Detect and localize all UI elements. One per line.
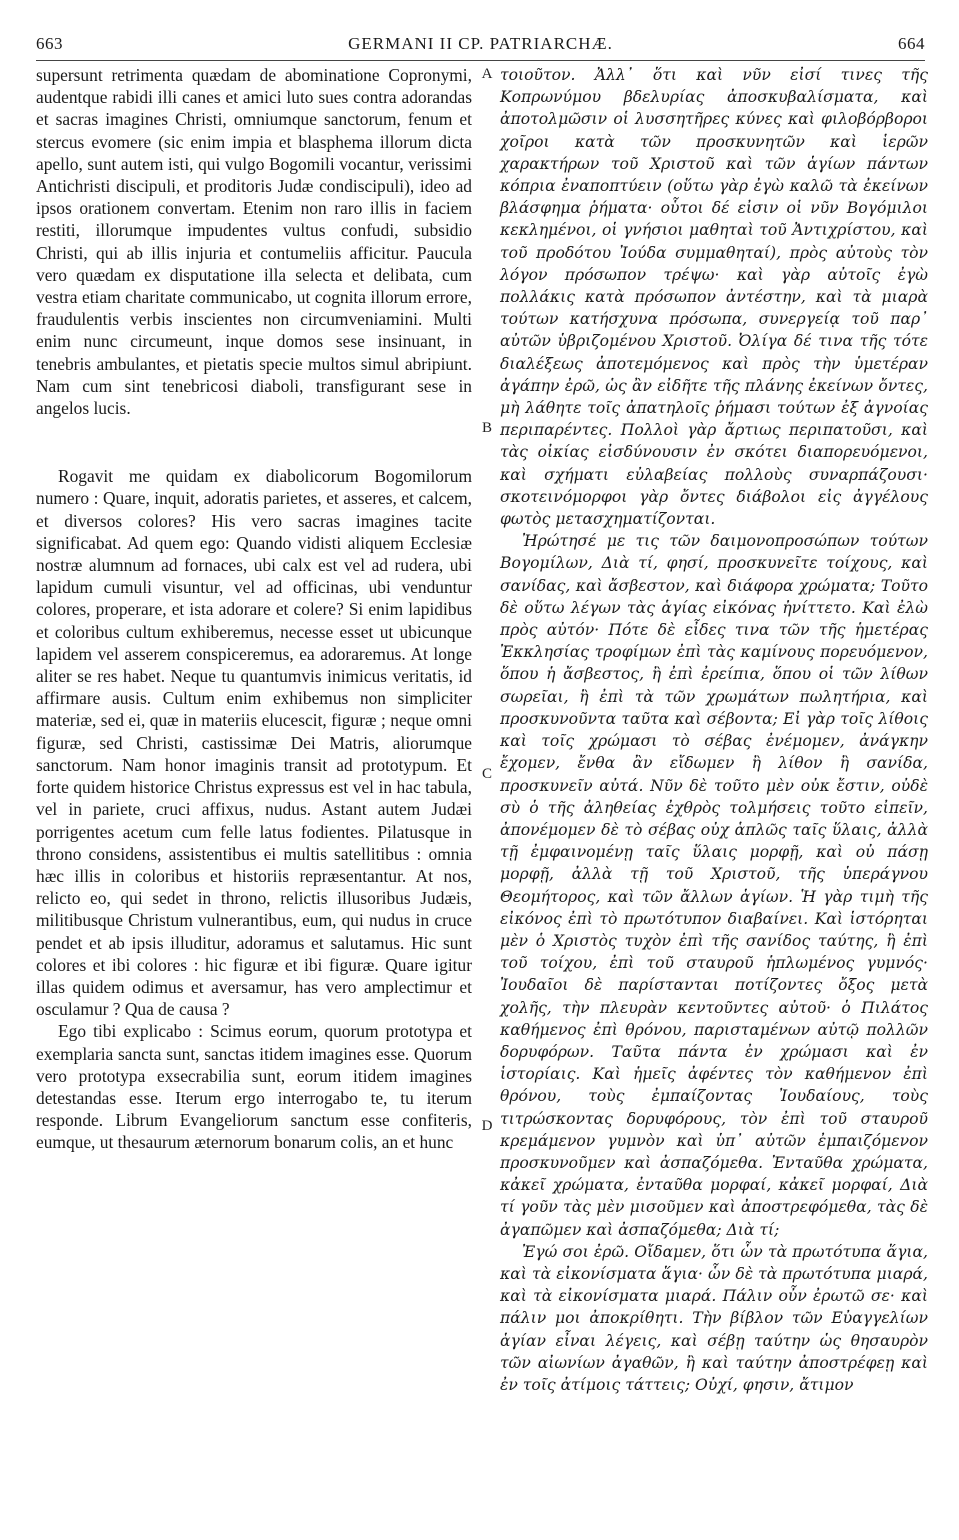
latin-column [36, 64, 472, 1154]
margin-marker-c: C [481, 766, 492, 782]
running-head [36, 34, 925, 56]
header-rule [36, 60, 925, 61]
page-number-right: 664 [898, 34, 925, 53]
paragraph-gap [36, 419, 472, 465]
greek-column [500, 64, 928, 1396]
page-title: GERMANI II CP. PATRIARCHÆ. [348, 34, 613, 53]
greek-paragraph-3: Ἐγώ σοι ἐρῶ. Οἴδαμεν, ὅτι ὧν τὰ πρωτότυπα ἅγια, καὶ τὰ εἰκονίσματα ἅγια· ὧν δὲ τὰ πρωτότυπα μιαρά, καὶ τὰ εἰκονίσματα μιαρά. Πάλιν οὖν ἐρωτῶ σε· καὶ πάλιν μοι ἀποκρίθητι. Τὴν βίβλον τῶν Εὐαγγελίων ἁγίαν εἶναι λέγεις, καὶ σέβῃ ταύτην ὡς θησαυρὸν τῶν αἰωνίων ἀγαθῶν, ἢ καὶ ταύτην ἀποστρέφεῃ καὶ ἐν τοῖς ἀτίμοις τάττεις; Οὐχί, φησιν, ἄτιμον [500, 1242, 928, 1394]
greek-paragraph-2: Ἠρώτησέ με τις τῶν δαιμονοπροσώπων τούτων Βογομίλων, Διὰ τί, φησί, προσκυνεῖτε τοίχους, καὶ σανίδας, καὶ ἄσβεστον, καὶ διάφορα χρώματα; Τοῦτο δὲ οὕτω λέγων τὰς ἁγίας εἰκόνας ἠνίττετο. Καὶ ἐλὼ πρὸς αὐτόν· Πότε δὲ εἶδες τινα τῶν τῆς ἡμετέρας Ἐκκλησίας τροφίμων ἐπὶ τὰς καμίνους πορευόμενον, ὅπου ἡ ἄσβεστος, ἢ ἐπὶ ἐρείπια, ὅπου οἱ τῶν λίθων σωρεῖαι, ἢ ἐπὶ τὰ τῶν χρωμάτων πωλητήρια, καὶ προσκυνοῦντα ταῦτα καὶ σέβοντα; Εἰ γὰρ τοῖς λίθοις καὶ τοῖς χρώμασι τὸ σέβας ἐνέμομεν, ἀνάγκην ἔχομεν, ἔνθα ἂν εἴδωμεν ἢ λίθον ἢ σανίδα, προσκυνεῖν αὐτά. Νῦν δὲ τοῦτο μὲν οὐκ ἔστιν, οὐδὲ σὺ ὁ τῆς ἀληθείας ἐχθρὸς τολμήσεις τοῦτο εἰπεῖν, ἀπονέμομεν δὲ τὸ σέβας οὐχ ἁπλῶς ταῖς ὕλαις, ἀλλὰ τῇ ἐμφαινομένῃ ταῖς ὕλαις μορφῇ, καὶ οὐ πάσῃ μορφῇ, ἀλλὰ τῇ τοῦ Χριστοῦ, τῆς ὑπεράγνου Θεομήτορος, καὶ τῶν ἄλλων ἁγίων. Ἡ γὰρ τιμὴ τῆς εἰκόνος ἐπὶ τὸ πρωτότυπον διαβαίνει. Καὶ ἱστόρηται μὲν ὁ Χριστὸς τυχὸν ἐπὶ τῆς σανίδος ταύτης, ἢ ἐπὶ τοῦ τοίχου, ἐπὶ τοῦ σταυροῦ ἡπλωμένος γυμνός· Ἰουδαῖοι δὲ παρίστανται ποτίζοντες ὄξος μετὰ χολῆς, τὴν πλευρὰν κεντοῦντες αὐτοῦ· ὁ Πιλάτος καθήμενος ἐπὶ θρόνου, παρισταμένων αὐτῷ πολλῶν δορυφόρων. Ταῦτα πάντα ἐν χρώμασι καὶ ἐν ἱστορίαις. Καὶ ἡμεῖς ἀφέντες τὸν καθήμενον ἐπὶ θρόνου, τοὺς ἐμπαίζοντας Ἰουδαίους, τοὺς τιτρώσκοντας δορυφόρους, τὸν ἐπὶ τοῦ σταυροῦ κρεμάμενον γυμνὸν καὶ ὑπ᾽ αὐτῶν ἐμπαιζόμενον προσκυνοῦμεν καὶ ἀσπαζόμεθα. Ἐνταῦθα χρώματα, κἀκεῖ χρώματα, ἐνταῦθα μορφαί, κἀκεῖ μορφαί, Διὰ τί γοῦν τὰς μὲν μισοῦμεν καὶ ἀποστρεφόμεθα, τὰς δὲ ἀγαπῶμεν καὶ ἀσπαζόμεθα; Διὰ τί; [500, 532, 928, 1239]
margin-marker-a: A [481, 66, 493, 82]
margin-marker-d: D [481, 1118, 493, 1134]
latin-paragraph-3: Ego tibi explicabo : Scimus eorum, quorum prototypa et exemplaria sancta sunt, sanctas itidem imagines esse. Quorum vero prototypa exsecrabilia sunt, eorum itidem imagines detestandas esse. Iterum ergo interrogabo te, tu iterum responde. Librum Evangeliorum sanctum esse confiteris, eumque, ut thesaurum æternorum bonarum colis, an et hunc [36, 1021, 472, 1153]
greek-paragraph-1: τοιοῦτον. Ἀλλ᾽ ὅτι καὶ νῦν εἰσί τινες τῆς Κοπρωνύμου βδελυρίας ἀποσκυβαλίσματα, καὶ ἀποτολμῶσιν οἱ λυσσητῆρες κύνες καὶ φιλοβόρβοροι χοῖροι κατὰ τῶν προσκυνητῶν καὶ ἱερῶν χαρακτήρων τοῦ Χριστοῦ καὶ τῶν ἁγίων πάντων κόπρια ἐναποπτύειν (οὕτω γὰρ ἐγὼ καλῶ τὰ ἐκείνων βλάσφημα ῥήματα· οὗτοι δέ εἰσιν οἱ νῦν Βογόμιλοι κεκλημένοι, οἱ γνήσιοι μαθηταὶ τοῦ Ἀντιχρίστου, καὶ τοῦ προδότου Ἰούδα συμμαθηταί), πρὸς αὐτοὺς τὸν λόγον πρόσωπον τρέψω· καὶ γὰρ αὐτοῖς ἐγὼ πολλάκις κατὰ πρόσωπον ἀντέστην, καὶ τὰ μιαρὰ τούτων κατήσχυνα πρόσωπα, συνεργείᾳ τοῦ παρ᾽ αὐτῶν ὑβριζομένου Χριστοῦ. Ὀλίγα δέ τινα τῆς τότε διαλέξεως ἀποτεμόμενος καὶ πρὸς τὴν ὑμετέραν ἀγάπην ἐρῶ, ὡς ἂν εἰδῆτε τῆς πλάνης ἐκείνων ὄντες, μὴ λάθητε τοῖς ἀπατηλοῖς ῥήμασι τούτων ἐξ ἀγνοίας περιπαρέντες. Πολλοὶ γὰρ ἄρτιως περιπατοῦσι, καὶ τὰς οἰκίας εἰσδύνουσιν ἐν σκότει διαπορευόμενοι, καὶ σχήματι εὐλαβείας πολλοὺς συναρπάζουσι· σκοτεινόμορφοι γὰρ ὄντες διάβολοι εἰς ἀγγέλους φωτὸς μετασχηματίζονται. [500, 66, 928, 529]
page-number-left: 663 [36, 34, 63, 53]
latin-paragraph-1: supersunt retrimenta quædam de abominatione Copronymi, audentque rabidi illi canes et amici luto sues contra adorandas et sacras imagines Christi, omniumque sanctorum, fenum et stercus evomere (sic enim impia et blasphema illorum dicta apello, sunt autem isti, qui vulgo Bogomili vocantur, verissimi Antichristi discipuli, et proditoris Judæ condiscipuli), ideo ad ipsos orationem convertam. Etenim non raro illis in faciem restiti, illorumque impudentes vultus confudi, subsidio Christi, qui ab illis injuria et contumeliis afficitur. Paucula vero quædam ex disputatione illa selecta et delibata, cum vestra etiam charitate communicabo, ut cognita illorum errore, fraudulentis verbis inscientes non circumveniamini. Multi enim nunc circumeunt, inque domos sese insinuant, in tenebris ambulantes, et pietatis specie multos simul abripiunt. Nam cum sint tenebricosi diaboli, transfigurant sese in angelos lucis. [36, 65, 472, 419]
margin-marker-b: B [481, 420, 492, 436]
latin-paragraph-2: Rogavit me quidam ex diabolicorum Bogomilorum numero : Quare, inquit, adoratis parietes, et asseres, et calcem, et diversos colores? His vero sacras imagines tacite significabat. Ad quem ego: Quando vidisti aliquem Ecclesiæ nostræ alumnum ad fornaces, ubi calx est vel ad rudera, ubi lapidum cumuli visuntur, vel ad officinas, ubi venduntur colores, properare, et ista adorare et colere? Si enim lapidibus et coloribus cultum exhiberemus, necesse esset ut ubicunque lapidem vel asserem conspiceremus, ea adoraremus. At longe aliter se res habet. Neque tu quantumvis inimicus veritatis, id affirmare ausis. Cultum enim exhibemus non simpliciter materiæ, sed ei, quæ in materiis elucescit, figuræ ; neque omni figuræ, sed Christi, castissimæ Dei Matris, aliorumque sanctorum. Nam honor imaginis transit ad prototypum. Et forte quidem historice Christus expressus est vel in hac tabula, vel in pariete, cruci affixus, nudus. Astant autem Judæi porrigentes acetum cum felle latus fodientes. Pilatusque in throno considens, assistentibus ei multis satellitibus : omnia hæc illis in coloribus et historiis repræsentantur. At nos, relicto eo, qui sedet in throno, relictis illusoribus Judæis, militibusque Christum vulnerantibus, eum, qui nudus in cruce pendet et ab ipsis illuditur, adoramus et salutamus. Hic sunt colores et ibi colores : hic figuræ et ibi figuræ. Quare igitur illas quidem odimus et aversamur, has vero amplectimur et osculamur ? Qua de causa ? [36, 466, 472, 1020]
